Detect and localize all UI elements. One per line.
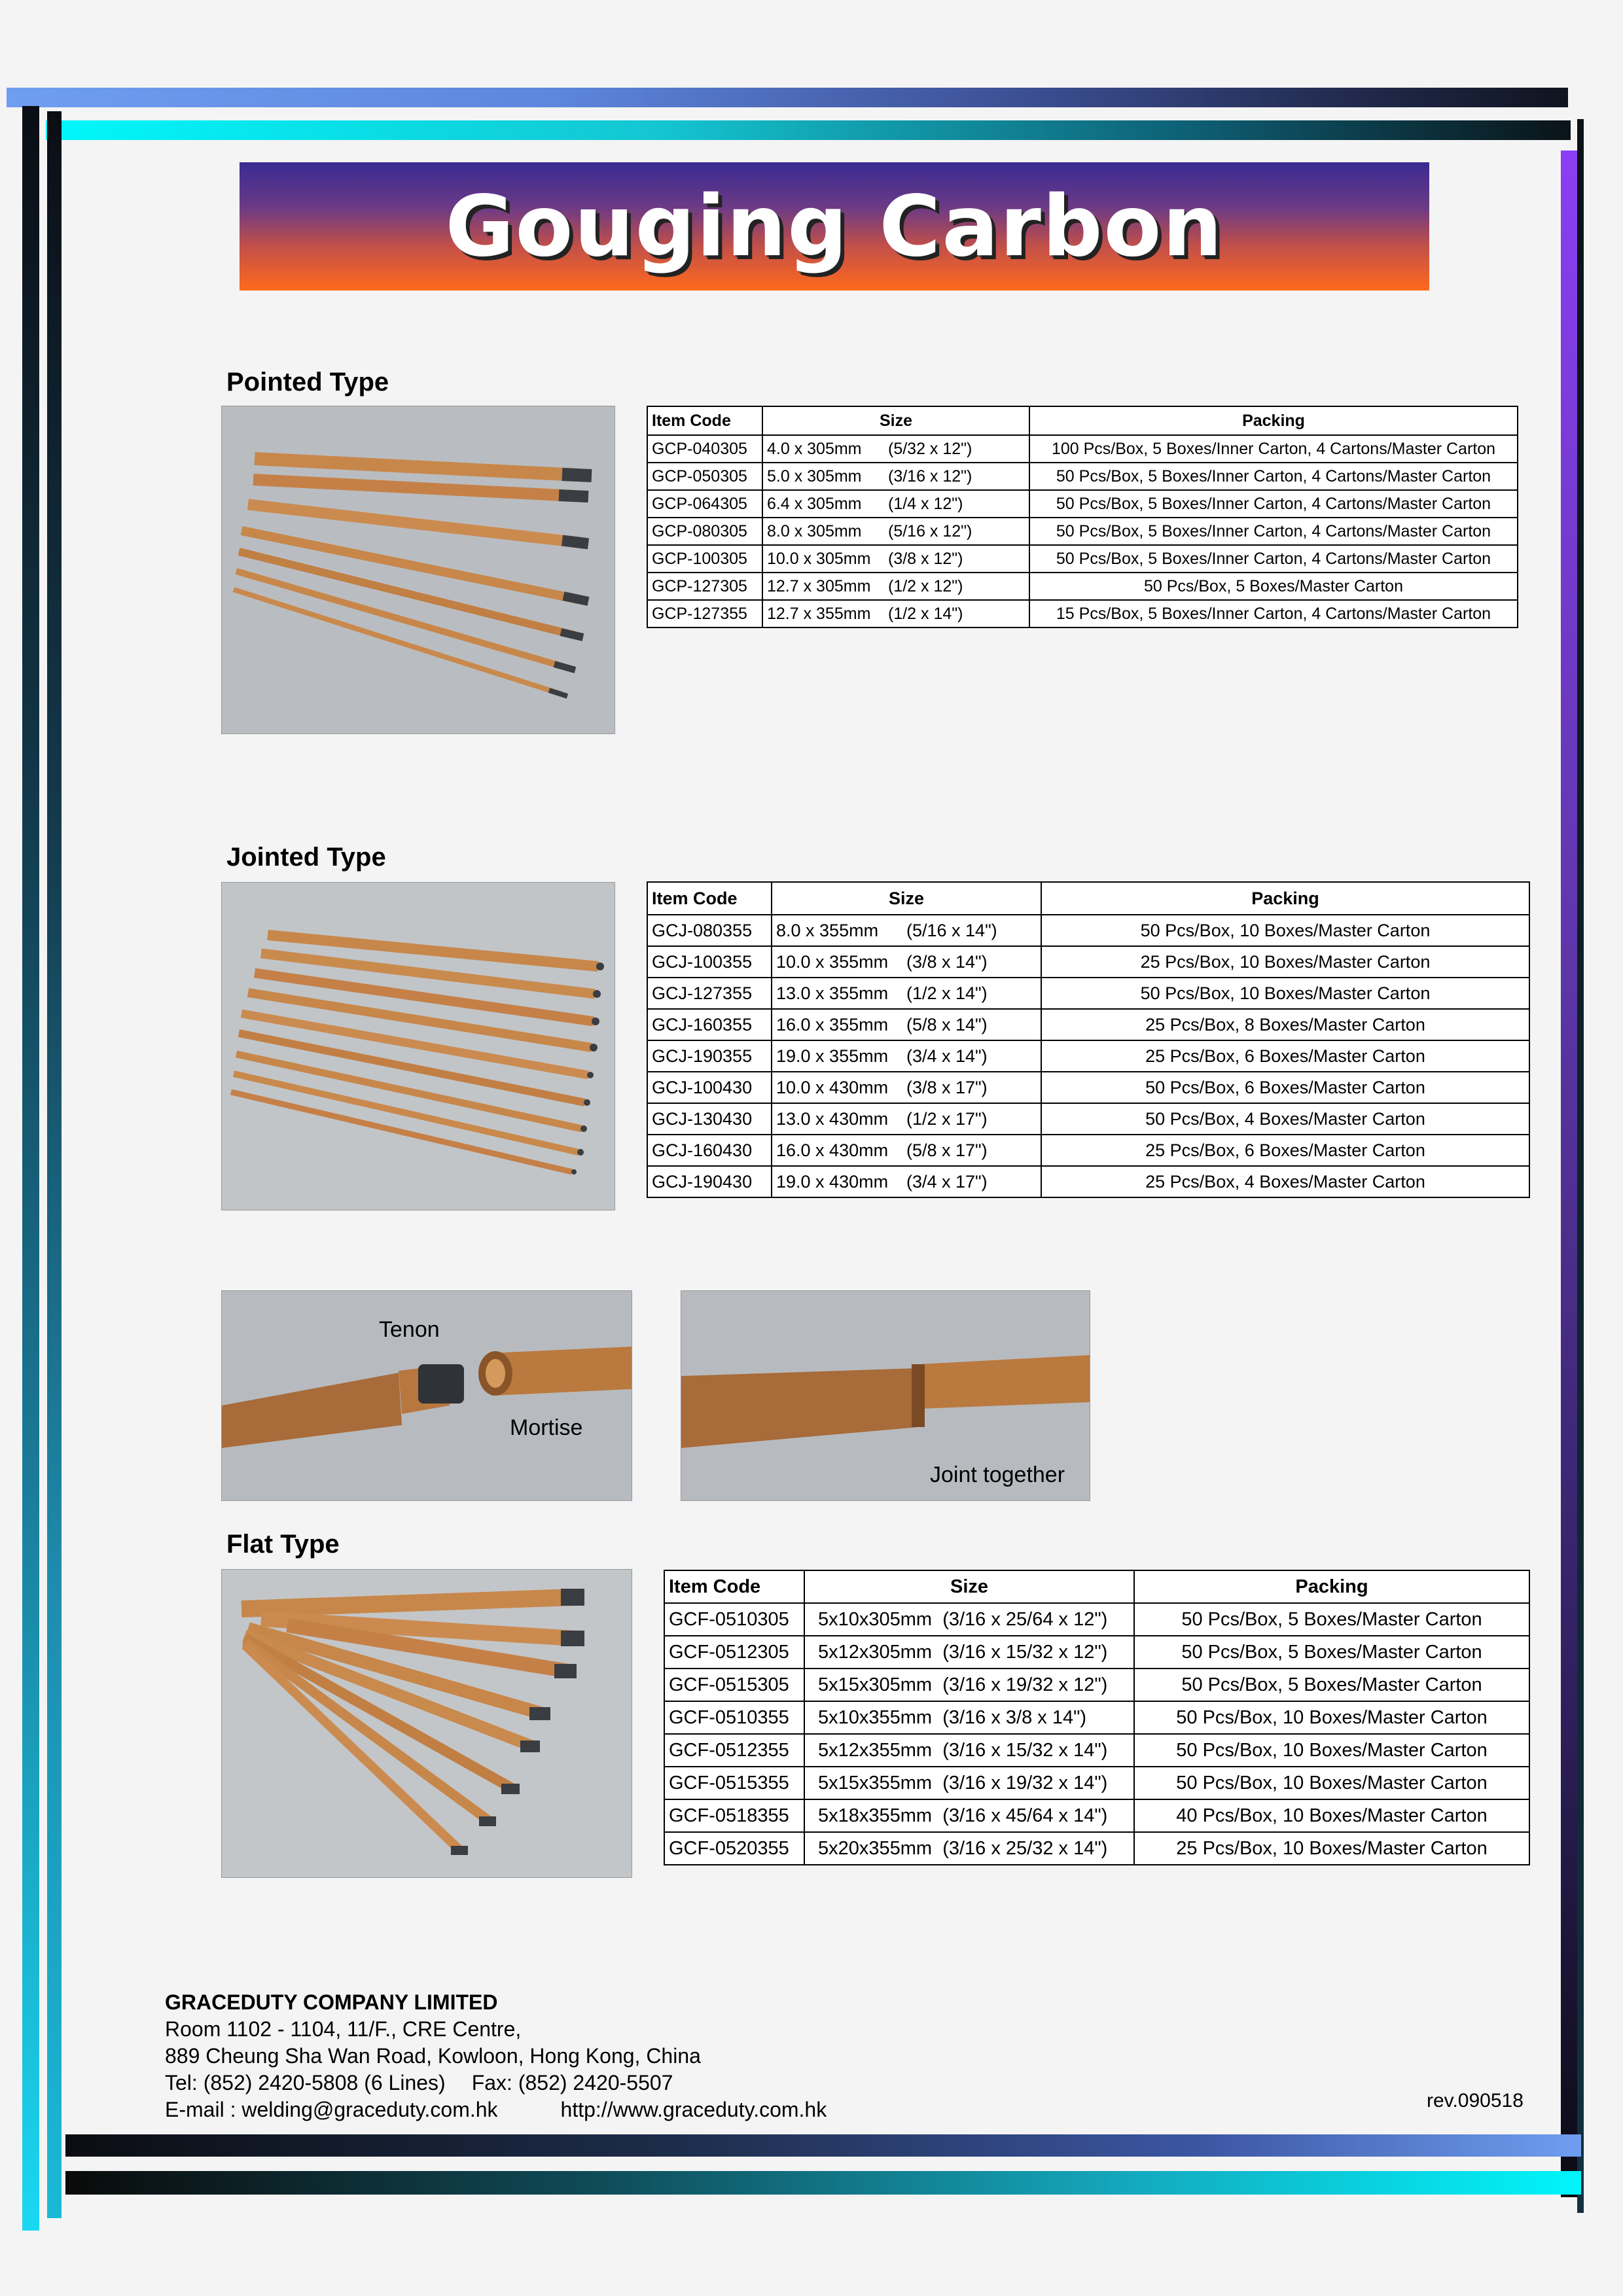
packing-cell: 50 Pcs/Box, 10 Boxes/Master Carton	[1134, 1734, 1529, 1767]
size-cell: 5x20x355mm (3/16 x 25/32 x 14")	[804, 1832, 1134, 1865]
item-code-cell: GCJ-160430	[647, 1135, 772, 1166]
table-row	[647, 946, 1529, 978]
table-row	[664, 1603, 1529, 1636]
packing-cell: 50 Pcs/Box, 5 Boxes/Inner Carton, 4 Cartons/Master Carton	[1029, 490, 1518, 518]
header-size: Size	[804, 1570, 1134, 1603]
size-cell: 5x10x305mm (3/16 x 25/64 x 12")	[804, 1603, 1134, 1636]
header-packing: Packing	[1041, 882, 1529, 915]
tenon-mortise-photo	[221, 1290, 632, 1501]
header-packing: Packing	[1029, 406, 1518, 435]
packing-cell: 50 Pcs/Box, 6 Boxes/Master Carton	[1041, 1072, 1529, 1103]
packing-cell: 50 Pcs/Box, 5 Boxes/Inner Carton, 4 Cartons/Master Carton	[1029, 545, 1518, 573]
item-code-cell: GCJ-080355	[647, 915, 772, 946]
size-imperial-cell: (3/8 x 14")	[902, 946, 1041, 978]
size-imperial-cell: (5/16 x 14")	[902, 915, 1041, 946]
packing-cell: 50 Pcs/Box, 5 Boxes/Master Carton	[1134, 1603, 1529, 1636]
flat-type-title: Flat Type	[226, 1530, 340, 1559]
header-item-code: Item Code	[647, 406, 762, 435]
table-row	[647, 435, 1518, 463]
pointed-type-table	[647, 406, 1518, 628]
table-row	[664, 1669, 1529, 1701]
size-metric-cell: 13.0 x 355mm	[772, 978, 902, 1009]
table-row	[664, 1767, 1529, 1799]
item-code-cell: GCP-064305	[647, 490, 762, 518]
size-imperial-cell: (5/8 x 17")	[902, 1135, 1041, 1166]
email-link[interactable]: E-mail : welding@graceduty.com.hk	[165, 2098, 498, 2121]
table-row	[647, 518, 1518, 545]
item-code-cell: GCF-0518355	[664, 1799, 804, 1832]
packing-cell: 50 Pcs/Box, 10 Boxes/Master Carton	[1041, 978, 1529, 1009]
table-row	[647, 1103, 1529, 1135]
size-cell: 5x12x355mm (3/16 x 15/32 x 14")	[804, 1734, 1134, 1767]
size-imperial-cell: (3/4 x 17")	[902, 1166, 1041, 1197]
size-imperial-cell: (1/2 x 14")	[884, 600, 1029, 627]
item-code-cell: GCF-0520355	[664, 1832, 804, 1865]
table-row	[647, 490, 1518, 518]
jointed-type-table	[647, 881, 1530, 1198]
frame-bar-bottom-cyan	[65, 2171, 1581, 2195]
contact-web-line	[165, 2096, 827, 2123]
table-row	[647, 1009, 1529, 1040]
size-metric-cell: 8.0 x 355mm	[772, 915, 902, 946]
item-code-cell: GCJ-127355	[647, 978, 772, 1009]
size-imperial-cell: (5/16 x 12")	[884, 518, 1029, 545]
table-row	[664, 1832, 1529, 1865]
frame-bar-right-purple	[1561, 150, 1578, 2197]
item-code-cell: GCF-0510355	[664, 1701, 804, 1734]
packing-cell: 100 Pcs/Box, 5 Boxes/Inner Carton, 4 Cartons/Master Carton	[1029, 435, 1518, 463]
size-cell: 5x12x305mm (3/16 x 15/32 x 12")	[804, 1636, 1134, 1669]
size-imperial-cell: (1/2 x 12")	[884, 573, 1029, 600]
size-imperial-cell: (5/8 x 14")	[902, 1009, 1041, 1040]
packing-cell: 50 Pcs/Box, 5 Boxes/Master Carton	[1134, 1669, 1529, 1701]
table-row	[664, 1799, 1529, 1832]
size-cell: 5x15x305mm (3/16 x 19/32 x 12")	[804, 1669, 1134, 1701]
jointed-type-photo	[221, 882, 615, 1210]
frame-bar-left-inner	[47, 111, 62, 2218]
joint-together-label: Joint together	[930, 1462, 1065, 1487]
packing-cell: 15 Pcs/Box, 5 Boxes/Inner Carton, 4 Cartons/Master Carton	[1029, 600, 1518, 627]
table-row	[664, 1636, 1529, 1669]
telephone: Tel: (852) 2420-5808 (6 Lines)	[165, 2071, 446, 2094]
table-row	[647, 1166, 1529, 1197]
packing-cell: 50 Pcs/Box, 10 Boxes/Master Carton	[1134, 1701, 1529, 1734]
contact-phone-line	[165, 2070, 827, 2096]
item-code-cell: GCJ-130430	[647, 1103, 772, 1135]
packing-cell: 25 Pcs/Box, 8 Boxes/Master Carton	[1041, 1009, 1529, 1040]
item-code-cell: GCF-0515305	[664, 1669, 804, 1701]
packing-cell: 50 Pcs/Box, 5 Boxes/Inner Carton, 4 Cartons/Master Carton	[1029, 518, 1518, 545]
item-code-cell: GCP-127355	[647, 600, 762, 627]
website-link[interactable]: http://www.graceduty.com.hk	[560, 2098, 827, 2121]
packing-cell: 25 Pcs/Box, 6 Boxes/Master Carton	[1041, 1040, 1529, 1072]
table-row	[647, 573, 1518, 600]
size-metric-cell: 16.0 x 355mm	[772, 1009, 902, 1040]
company-footer	[165, 1989, 827, 2123]
joint-together-photo	[681, 1290, 1090, 1501]
size-cell: 5x18x355mm (3/16 x 45/64 x 14")	[804, 1799, 1134, 1832]
size-cell: 5x15x355mm (3/16 x 19/32 x 14")	[804, 1767, 1134, 1799]
packing-cell: 50 Pcs/Box, 5 Boxes/Master Carton	[1134, 1636, 1529, 1669]
table-row	[647, 463, 1518, 490]
size-metric-cell: 12.7 x 305mm	[762, 573, 884, 600]
size-metric-cell: 12.7 x 355mm	[762, 600, 884, 627]
pointed-rods-illustration	[222, 406, 615, 733]
size-imperial-cell: (3/4 x 14")	[902, 1040, 1041, 1072]
size-imperial-cell: (1/2 x 14")	[902, 978, 1041, 1009]
header-item-code: Item Code	[664, 1570, 804, 1603]
packing-cell: 50 Pcs/Box, 10 Boxes/Master Carton	[1041, 915, 1529, 946]
packing-cell: 25 Pcs/Box, 4 Boxes/Master Carton	[1041, 1166, 1529, 1197]
packing-cell: 50 Pcs/Box, 5 Boxes/Inner Carton, 4 Cartons/Master Carton	[1029, 463, 1518, 490]
table-row	[647, 545, 1518, 573]
header-size: Size	[772, 882, 1041, 915]
size-metric-cell: 19.0 x 430mm	[772, 1166, 902, 1197]
frame-bar-bottom-blue	[65, 2134, 1581, 2157]
table-row	[664, 1734, 1529, 1767]
size-metric-cell: 4.0 x 305mm	[762, 435, 884, 463]
item-code-cell: GCF-0515355	[664, 1767, 804, 1799]
table-row	[664, 1701, 1529, 1734]
tenon-label: Tenon	[379, 1317, 440, 1342]
frame-bar-right-dark	[1577, 119, 1584, 2213]
packing-cell: 40 Pcs/Box, 10 Boxes/Master Carton	[1134, 1799, 1529, 1832]
item-code-cell: GCP-127305	[647, 573, 762, 600]
size-metric-cell: 10.0 x 305mm	[762, 545, 884, 573]
title-banner	[240, 162, 1429, 291]
size-cell: 5x10x355mm (3/16 x 3/8 x 14")	[804, 1701, 1134, 1734]
size-imperial-cell: (1/2 x 17")	[902, 1103, 1041, 1135]
revision-code: rev.090518	[1427, 2090, 1524, 2111]
table-row	[647, 978, 1529, 1009]
address-line-1: Room 1102 - 1104, 11/F., CRE Centre,	[165, 2017, 522, 2041]
header-item-code: Item Code	[647, 882, 772, 915]
header-packing: Packing	[1134, 1570, 1529, 1603]
table-row	[647, 600, 1518, 627]
jointed-rods-illustration	[222, 883, 615, 1210]
pointed-type-title: Pointed Type	[226, 368, 389, 397]
size-metric-cell: 16.0 x 430mm	[772, 1135, 902, 1166]
address-line-2: 889 Cheung Sha Wan Road, Kowloon, Hong Kong, China	[165, 2044, 701, 2068]
flat-rods-illustration	[222, 1570, 632, 1877]
fax: Fax: (852) 2420-5507	[471, 2071, 673, 2094]
size-imperial-cell: (3/8 x 12")	[884, 545, 1029, 573]
item-code-cell: GCP-080305	[647, 518, 762, 545]
item-code-cell: GCP-100305	[647, 545, 762, 573]
size-imperial-cell: (3/8 x 17")	[902, 1072, 1041, 1103]
size-imperial-cell: (1/4 x 12")	[884, 490, 1029, 518]
item-code-cell: GCJ-100430	[647, 1072, 772, 1103]
item-code-cell: GCF-0512355	[664, 1734, 804, 1767]
table-row	[647, 915, 1529, 946]
mortise-label: Mortise	[510, 1415, 583, 1440]
flat-type-photo	[221, 1569, 632, 1878]
frame-bar-top-cyan	[46, 120, 1571, 140]
item-code-cell: GCF-0512305	[664, 1636, 804, 1669]
item-code-cell: GCF-0510305	[664, 1603, 804, 1636]
item-code-cell: GCJ-160355	[647, 1009, 772, 1040]
header-size: Size	[762, 406, 1029, 435]
size-metric-cell: 6.4 x 305mm	[762, 490, 884, 518]
frame-bar-left-outer	[22, 106, 39, 2231]
packing-cell: 50 Pcs/Box, 10 Boxes/Master Carton	[1134, 1767, 1529, 1799]
size-metric-cell: 19.0 x 355mm	[772, 1040, 902, 1072]
size-metric-cell: 8.0 x 305mm	[762, 518, 884, 545]
flat-type-table	[664, 1570, 1530, 1865]
size-metric-cell: 10.0 x 430mm	[772, 1072, 902, 1103]
size-imperial-cell: (3/16 x 12")	[884, 463, 1029, 490]
item-code-cell: GCJ-190355	[647, 1040, 772, 1072]
table-row	[647, 1040, 1529, 1072]
packing-cell: 50 Pcs/Box, 4 Boxes/Master Carton	[1041, 1103, 1529, 1135]
pointed-type-photo	[221, 406, 615, 734]
item-code-cell: GCP-050305	[647, 463, 762, 490]
size-imperial-cell: (5/32 x 12")	[884, 435, 1029, 463]
packing-cell: 25 Pcs/Box, 6 Boxes/Master Carton	[1041, 1135, 1529, 1166]
item-code-cell: GCJ-100355	[647, 946, 772, 978]
packing-cell: 25 Pcs/Box, 10 Boxes/Master Carton	[1041, 946, 1529, 978]
item-code-cell: GCP-040305	[647, 435, 762, 463]
table-row	[647, 1072, 1529, 1103]
size-metric-cell: 5.0 x 305mm	[762, 463, 884, 490]
table-row	[647, 1135, 1529, 1166]
size-metric-cell: 13.0 x 430mm	[772, 1103, 902, 1135]
item-code-cell: GCJ-190430	[647, 1166, 772, 1197]
company-name: GRACEDUTY COMPANY LIMITED	[165, 1990, 498, 2014]
packing-cell: 25 Pcs/Box, 10 Boxes/Master Carton	[1134, 1832, 1529, 1865]
size-metric-cell: 10.0 x 355mm	[772, 946, 902, 978]
frame-bar-top-blue	[7, 88, 1568, 107]
packing-cell: 50 Pcs/Box, 5 Boxes/Master Carton	[1029, 573, 1518, 600]
jointed-type-title: Jointed Type	[226, 843, 386, 872]
page-title: Gouging Carbon	[445, 177, 1224, 275]
